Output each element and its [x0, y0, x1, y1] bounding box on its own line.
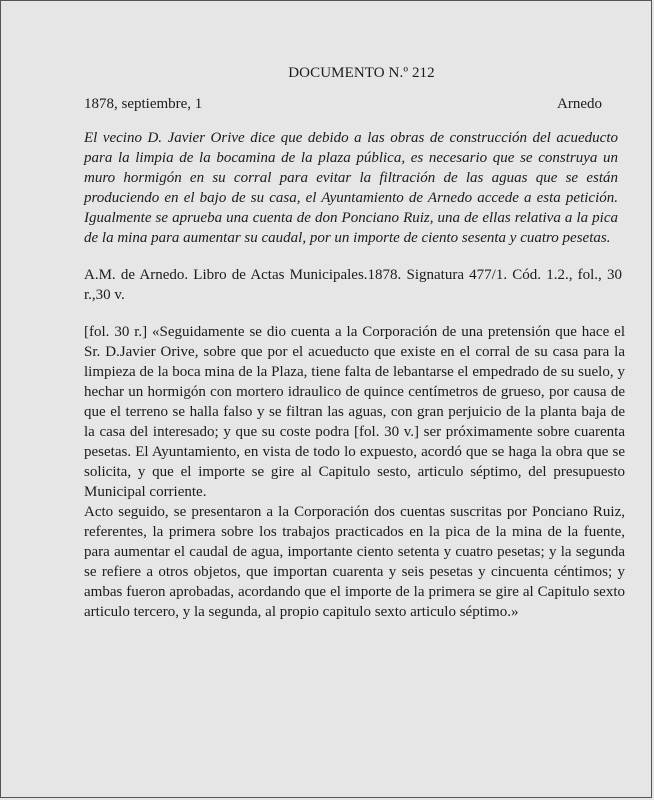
date-place-row — [84, 94, 625, 114]
archival-reference: A.M. de Arnedo. Libro de Actas Municipales.1878. Signatura 477/1. Cód. 1.2., fol., 30 r.,30 v. — [84, 267, 622, 303]
document-summary: El vecino D. Javier Orive dice que debido a las obras de construcción del acueducto para la limpia de la bocamina de la plaza pública, es necesario que se construya un muro hormigón en su corral para evitar la filtración de las aguas que se están produciendo en el bajo de su casa, el Ayuntamiento de Arnedo accede a esta petición. Igualmente se aprueba una cuenta de don Ponciano Ruiz, una de ellas relativa a la pica de la mina para aumentar su caudal, por un importe de ciento sesenta y cuatro pesetas. — [84, 130, 618, 246]
transcription — [84, 322, 625, 622]
document-body — [84, 63, 625, 622]
transcription-paragraph: Acto seguido, se presentaron a la Corporación dos cuentas suscritas por Ponciano Ruiz, referentes, la primera sobre los trabajos practicados en la pica de la mina de la fuente, para aumentar el caudal de agua, importante ciento setenta y cuatro pesetas; y la segunda se refiere a otros objetos, que importan cuarenta y seis pesetas y cincuenta céntimos; y ambas fueron aprobadas, acordando que el importe de la primera se gire al Capitulo sexto articulo tercero, y la segunda, al propio capitulo sexto articulo séptimo.» — [84, 504, 625, 620]
document-date: 1878, septiembre, 1 — [84, 96, 203, 112]
transcription-paragraph: [fol. 30 r.] «Seguidamente se dio cuenta a la Corporación de una pretensión que hace el Sr. D.Javier Orive, sobre que por el acueducto que existe en el corral de su casa para la limpieza de la boca mina de la Plaza, tiene falta de lebantarse el empedrado de su suelo, y hechar un hormigón con mortero idraulico de quince centímetros de grueso, por causa de que el terreno se halla falso y se filtran las aguas, con gran perjuicio de la planta baja de la casa del interesado; y que su coste podra [fol. 30 v.] ser próximamente sobre cuarenta pesetas. El Ayuntamiento, en vista de todo lo expuesto, acordó que se haga la obra que se solicita, y que el importe se gire al Capitulo sesto, articulo séptimo, del presupuesto Municipal corriente. — [84, 324, 625, 500]
document-place: Arnedo — [557, 96, 602, 112]
document-title: DOCUMENTO N.º 212 — [288, 65, 435, 81]
